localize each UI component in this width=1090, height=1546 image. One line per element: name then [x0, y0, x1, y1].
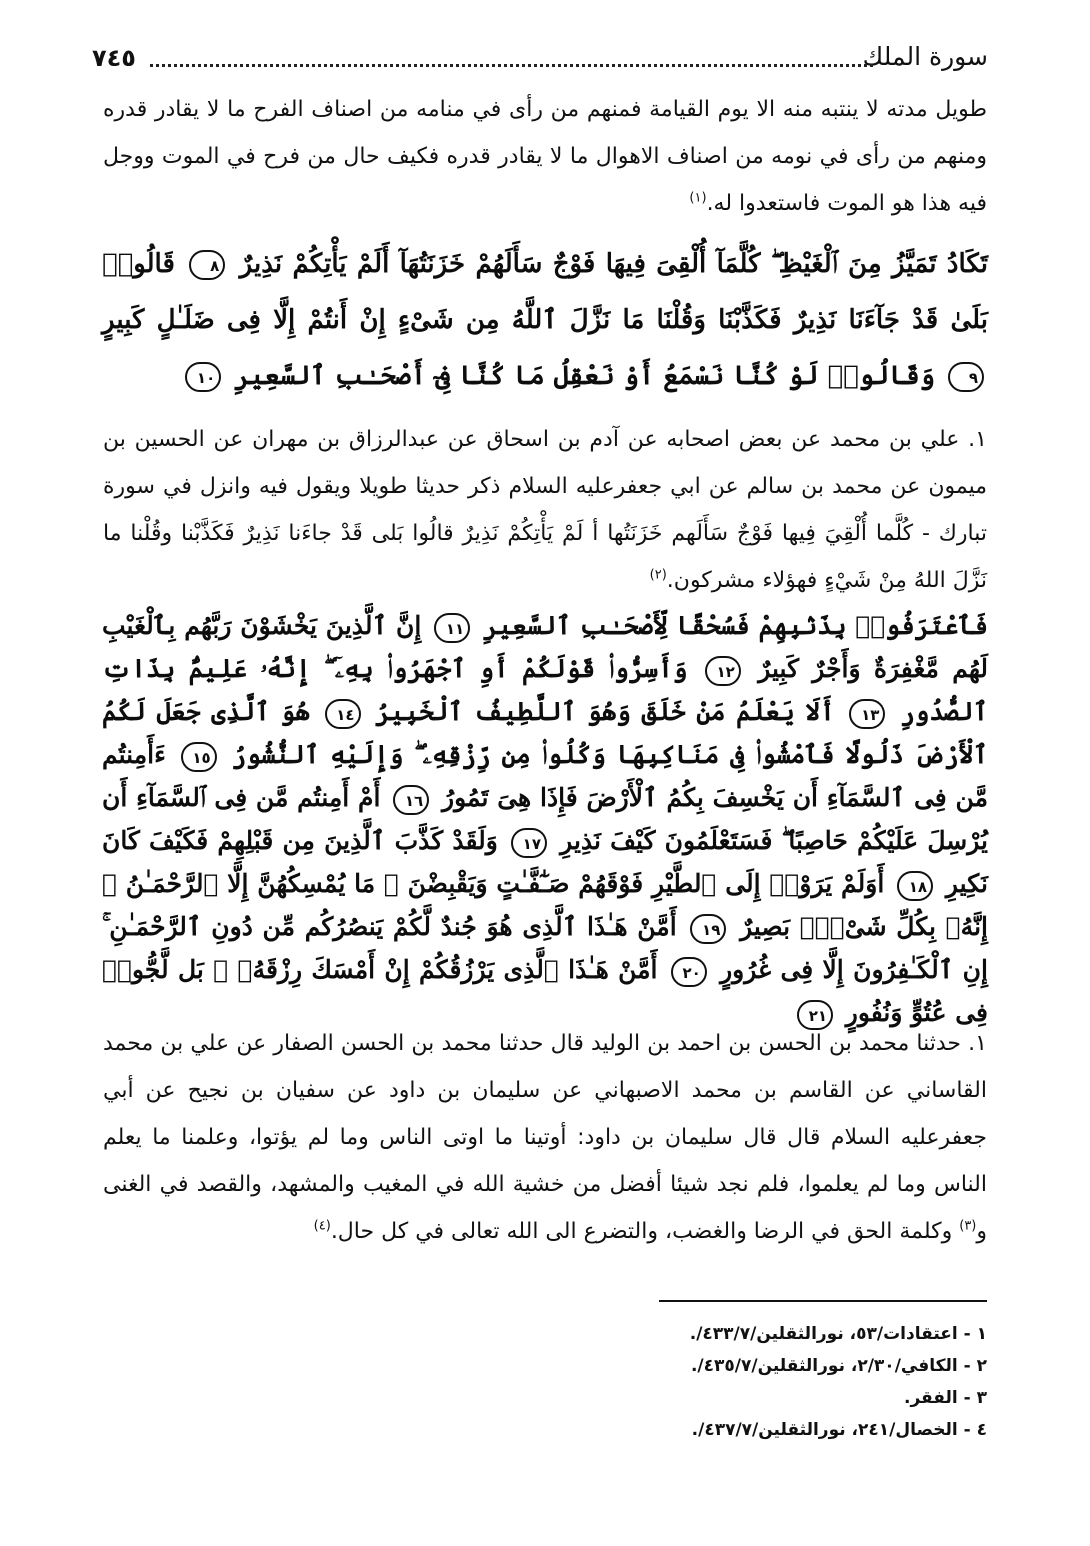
- verse-text: إِنَّ ٱلَّذِينَ يَخْشَوْنَ رَبَّهُم بِٱلْغَيْبِ لَهُم مَّغْفِرَةٌ وَأَجْرٌ كَبِيرٌ: [102, 611, 988, 683]
- footnote-item: ٤ - الخصال/٢٤١، نورالثقلين/٤٣٧/٧/.: [691, 1420, 987, 1440]
- verse-text: هُوَ ٱلَّذِى جَعَلَ لَكُمُ ٱلْأَرْضَ ذَلُولًا فَٱمْشُوا۟ فِى مَنَاكِبِهَا وَكُلُوا۟ مِن رِّزْقِهِۦ ۖ وَإِلَيْهِ ٱلنُّشُورُ: [102, 697, 988, 769]
- verse-number-marker: ٢٠: [671, 957, 707, 987]
- footnote-ref: (١): [689, 190, 707, 206]
- verse-text: أَلَا يَعْلَمُ مَنْ خَلَقَ وَهُوَ ٱللَّطِيفُ ٱلْخَبِيرُ: [375, 697, 835, 726]
- verse-number-marker: ٨: [189, 250, 225, 280]
- verse-number-marker: ١٨: [897, 871, 933, 901]
- narration-text: ١. حدثنا محمد بن الحسن بن احمد بن الوليد قال حدثنا محمد بن الحسن الصفار عن علي بن محمد القاساني عن القاسم بن محمد الاصبهاني عن سليمان بن داود عن سفيان بن نجيح عن أبي جعفرعليه السلام قال قال سليمان بن داود: أوتينا ما اوتى الناس وما لم يؤتوا، وعلمنا ما يعلم الناس وما لم يعلموا، فلم نجد شيئا أفضل من خشية الله في المغيب والمشهد، والقصد في الغنى و: [103, 1031, 987, 1244]
- intro-text: طويل مدته لا ينتبه منه الا يوم القيامة فمنهم من رأى في منامه من اصناف الفرح ما لا يقادر قدره ومنهم من رأى في نومه من اصناف الاهوال ما لا يقادر قدره فكيف حال من فرح في الموت ووجل فيه هذا هو الموت فاستعدوا له.: [103, 97, 987, 216]
- verse-number-marker: ١٦: [393, 785, 429, 815]
- footnote-item: ١ - اعتقادات/٥٣، نورالثقلين/٤٣٣/٧/.: [689, 1324, 987, 1344]
- verse-text: تَكَادُ تَمَيَّزُ مِنَ ٱلْغَيْظِ ۖ كُلَّمَآ أُلْقِىَ فِيهَا فَوْجٌ سَأَلَهُمْ خَزَنَتُهَآ أَلَمْ يَأْتِكُمْ نَذِيرٌ: [239, 249, 988, 279]
- dotted-leader: [150, 64, 873, 67]
- verse-number-marker: ١٩: [690, 914, 726, 944]
- verse-number-marker: ٢١: [797, 1000, 833, 1030]
- verse-number-marker: ١٧: [511, 828, 547, 858]
- quran-verses-11-21: [102, 604, 988, 1027]
- verse-text: قَالُوا۟ بَلَىٰ قَدْ جَآءَنَا نَذِيرٌ فَكَذَّبْنَا وَقُلْنَا مَا نَزَّلَ ٱللَّهُ مِن شَىْءٍ إِنْ أَنتُمْ إِلَّا فِى ضَلَـٰلٍ كَبِيرٍ: [102, 249, 988, 335]
- verse-number-marker: ١٣: [849, 699, 885, 729]
- verse-text: وَقَالُوا۟ لَوْ كُنَّا نَسْمَعُ أَوْ نَعْقِلُ مَا كُنَّا فِىٓ أَصْحَـٰبِ ٱلسَّعِيرِ: [234, 361, 935, 391]
- intro-paragraph: [103, 86, 987, 232]
- verse-text: أَوَلَمْ يَرَوْا۟ إِلَى ٱلطَّيْرِ فَوْقَهُمْ صَـٰٓفَّـٰتٍ وَيَقْبِضْنَ ۚ مَا يُمْسِكُهُنَّ إِلَّا ٱلرَّحْمَـٰنُ ۚ إِنَّهُۥ بِكُلِّ شَىْءٍۭ بَصِيرٌ: [102, 869, 988, 941]
- verse-text: أَمَّنْ هَـٰذَا ٱلَّذِى يَرْزُقُكُمْ إِنْ أَمْسَكَ رِزْقَهُۥ ۚ بَل لَّجُّوا۟ فِى عُتُوٍّ وَنُفُورٍ: [102, 955, 988, 1027]
- verse-number-marker: ١١: [434, 613, 470, 643]
- verse-text: وَأَسِرُّوا۟ قَوْلَكُمْ أَوِ ٱجْهَرُوا۟ بِهِۦٓ ۖ إِنَّهُۥ عَلِيمٌۢ بِذَاتِ ٱلصُّدُورِ: [102, 654, 988, 726]
- verse-text: أَمْ أَمِنتُم مَّن فِى ٱلسَّمَآءِ أَن يُرْسِلَ عَلَيْكُمْ حَاصِبًا ۖ فَسَتَعْلَمُونَ كَيْفَ نَذِيرِ: [102, 783, 988, 855]
- verse-text: فَٱعْتَرَفُوا۟ بِذَنۢبِهِمْ فَسُحْقًا لِّأَصْحَـٰبِ ٱلسَّعِيرِ: [483, 611, 988, 640]
- surah-title: سورة الملك: [862, 42, 988, 71]
- narration-text: وكلمة الحق في الرضا والغضب، والتضرع الى الله تعالى في كل حال.: [330, 1219, 960, 1244]
- verse-text: ءَأَمِنتُم مَّن فِى ٱلسَّمَآءِ أَن يَخْسِفَ بِكُمُ ٱلْأَرْضَ فَإِذَا هِىَ تَمُورُ: [102, 740, 988, 812]
- verse-number-marker: ١٢: [705, 656, 741, 686]
- narration-paragraph-2: [103, 1020, 987, 1256]
- footnote-ref: (٣): [959, 1218, 977, 1234]
- footnote-item: ٣ - الفقر.: [904, 1388, 987, 1408]
- verse-text: أَمَّنْ هَـٰذَا ٱلَّذِى هُوَ جُندٌ لَّكُمْ يَنصُرُكُم مِّن دُونِ ٱلرَّحْمَـٰنِ ۚ إِنِ ٱلْكَـٰفِرُونَ إِلَّا فِى غُرُورٍ: [102, 912, 988, 984]
- narration-paragraph-1: [103, 416, 987, 604]
- verse-number-marker: ١٠: [185, 362, 221, 392]
- page-header: [92, 38, 988, 78]
- footnote-ref: (٢): [649, 567, 667, 583]
- verse-number-marker: ١٤: [325, 699, 361, 729]
- narration-text: ١. علي بن محمد عن بعض اصحابه عن آدم بن اسحاق عن عبدالرزاق بن مهران عن الحسين بن ميمون عن محمد بن سالم عن ابي جعفرعليه السلام ذكر حديثا طويلا ويقول فيه وانزل في سورة تبارك - كُلَّما أُلْقِيَ فِيها فَوْجٌ سَأَلَهم خَزَنَتُها أ لَمْ يَأْتِكُمْ نَذِيرٌ قالُوا بَلى قَدْ جاءَنا نَذِيرٌ فَكَذَّبْنا وقُلْنا ما نَزَّلَ اللهُ مِنْ شَيْءٍ فهؤلاء مشركون.: [103, 427, 987, 593]
- footnote-divider: [659, 1300, 987, 1302]
- footnote-item: ٢ - الكافي/٢/٣٠، نورالثقلين/٤٣٥/٧/.: [690, 1356, 987, 1376]
- verse-text: وَلَقَدْ كَذَّبَ ٱلَّذِينَ مِن قَبْلِهِمْ فَكَيْفَ كَانَ نَكِيرِ: [102, 826, 988, 898]
- page-number: ٧٤٥: [92, 44, 136, 72]
- footnote-ref: (٤): [313, 1218, 331, 1234]
- footnotes-list: [103, 1318, 987, 1446]
- quran-verses-8-10: [102, 236, 988, 414]
- verse-number-marker: ١٥: [181, 742, 217, 772]
- verse-number-marker: ٩: [948, 362, 984, 392]
